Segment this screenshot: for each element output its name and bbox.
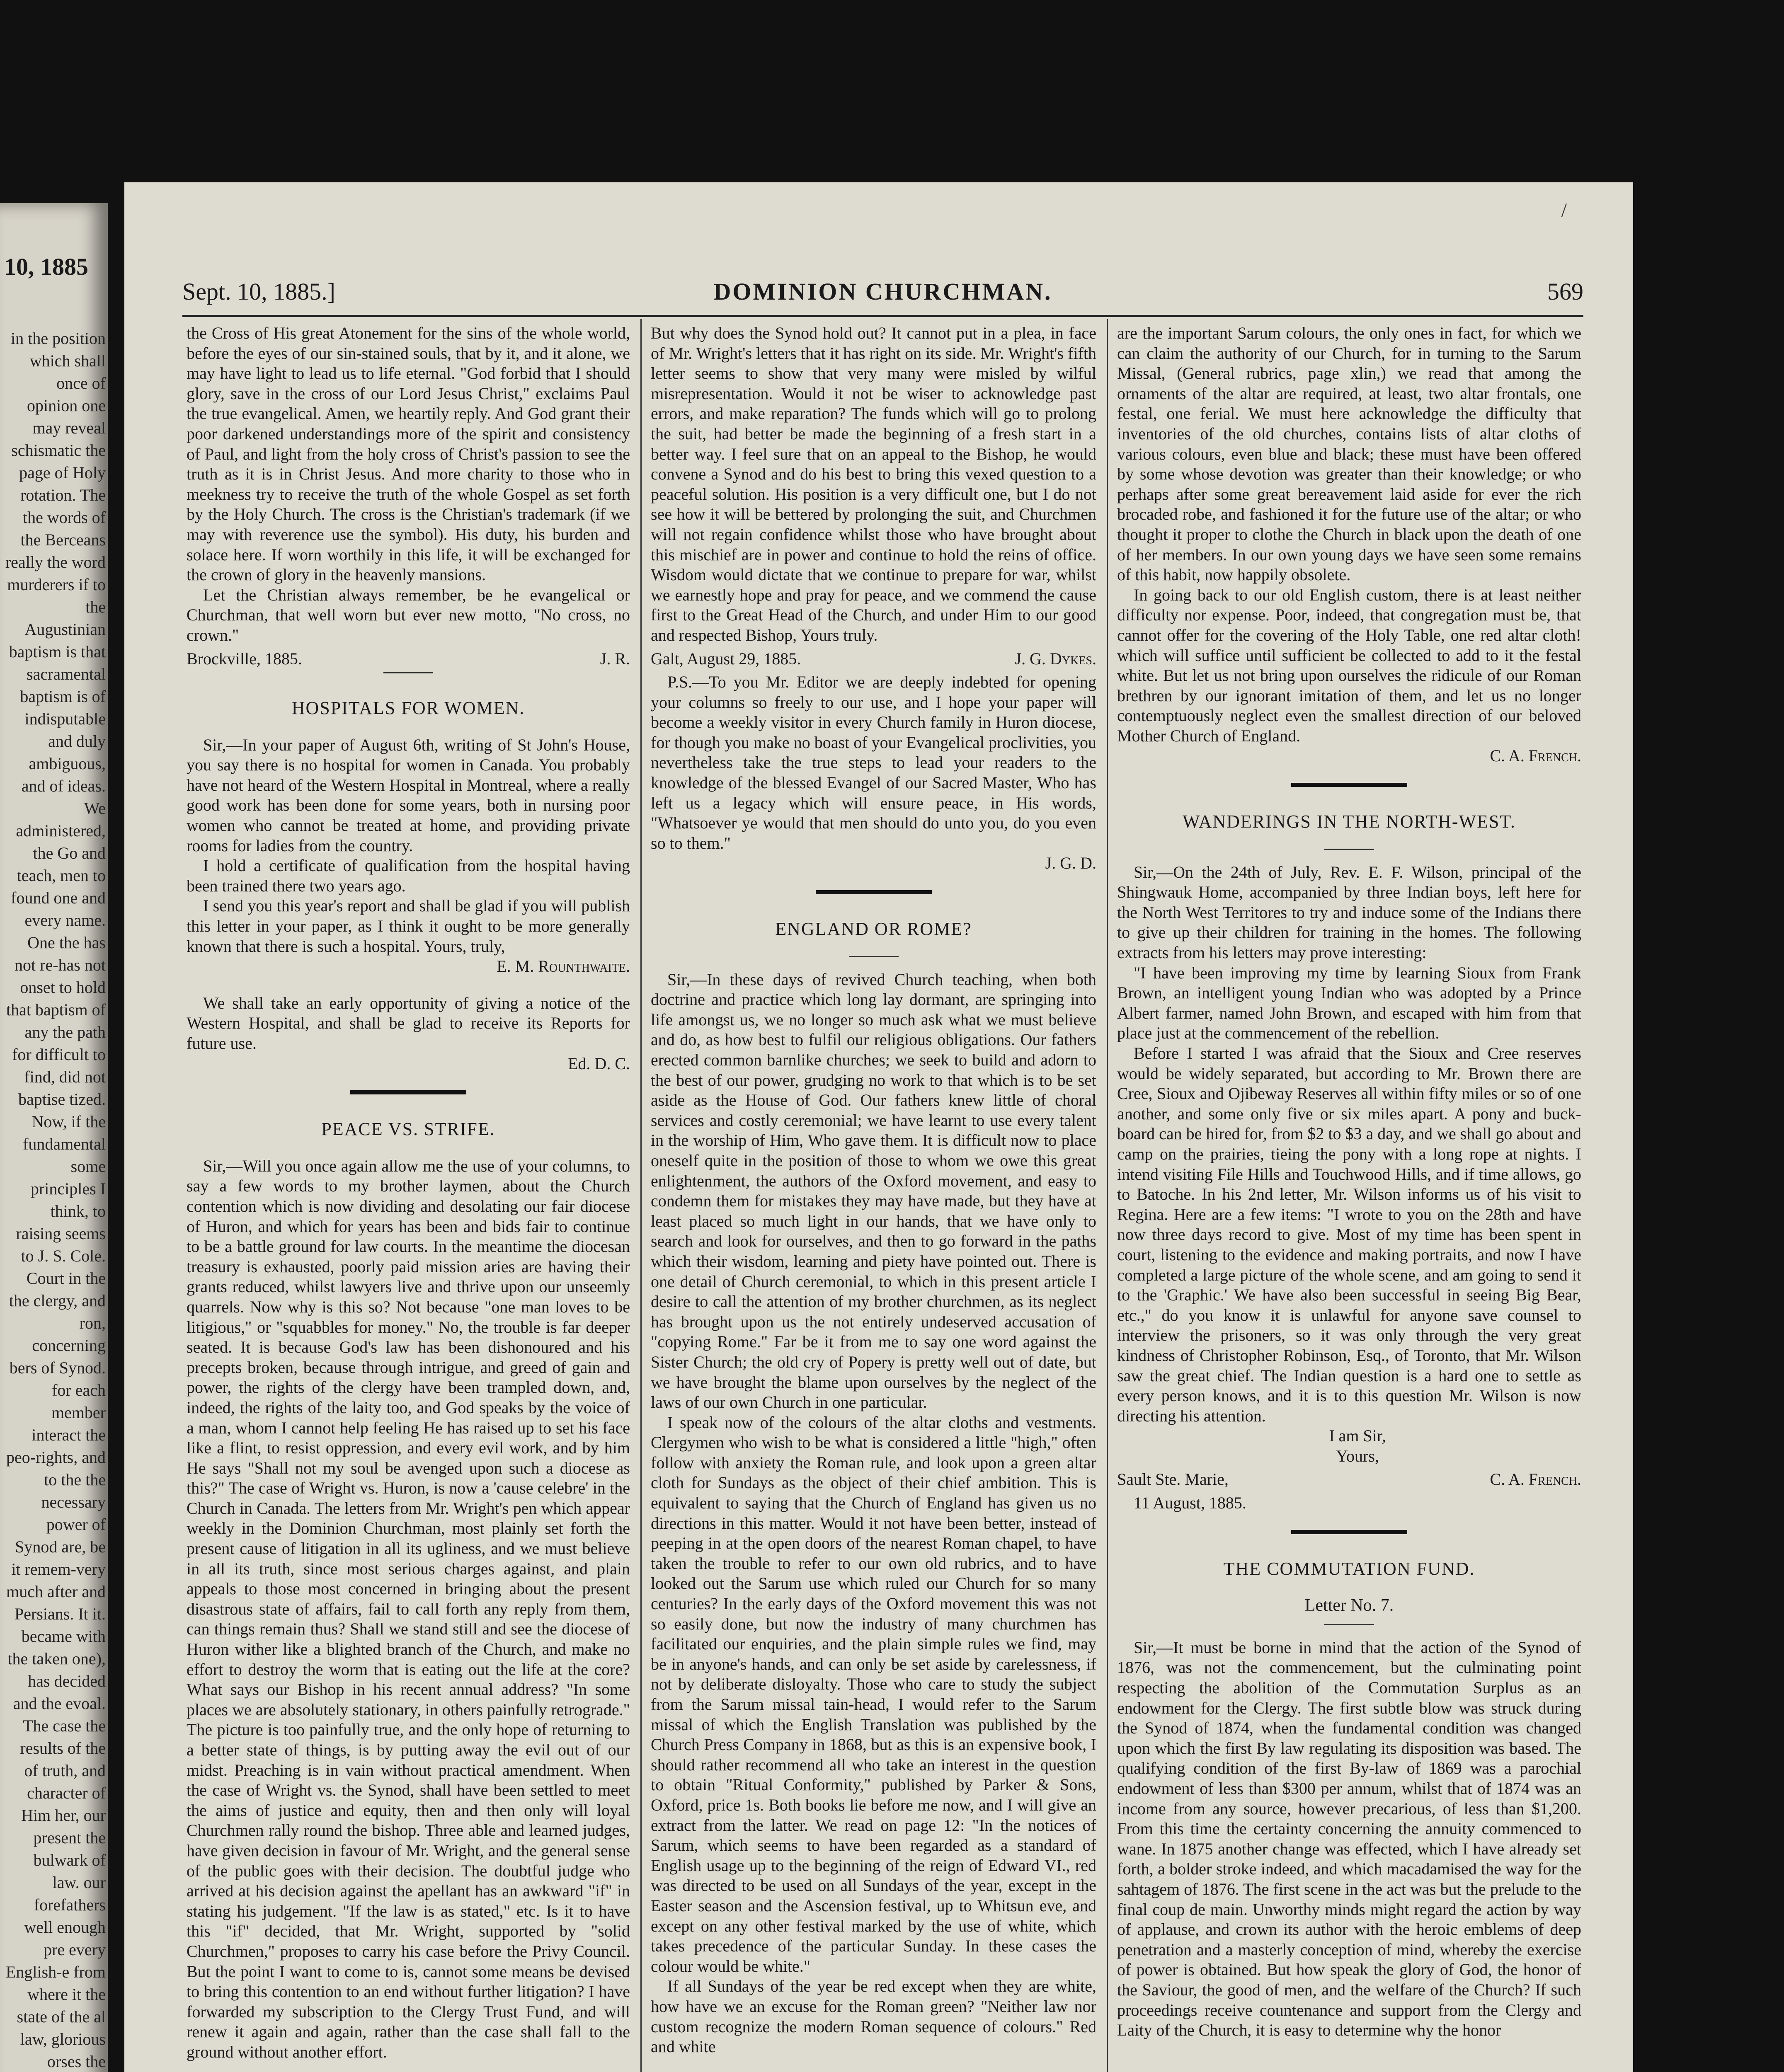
signature: C. A. French. [1490, 746, 1581, 765]
page-header [182, 278, 1583, 311]
column-3 [1117, 323, 1581, 2072]
column-rule-2 [1107, 319, 1108, 2072]
article-paragraph: I speak now of the colours of the altar cloths and vestments. Clergymen who wish to be what is considered a little "high," often follow with anxiety the Roman rule, and look upon a green altar cloth for Sundays as the object of their chief ambition. This is equivalent to saying that the Church of England has given us no directions in this matter. Would it not have been better, instead of peeping in at the open doors of the nearest Roman chapel, to have taken the trouble to refer to our own old rubrics, and to have looked out the Sarum use which ruled our Church for so many centuries? In the early days of the Oxford movement this was not so easily done, but now the industry of many churchmen has facilitated our enquiries, and the plain simple rules we find, may be in anyone's hands, and can only be set aside by carelessness, if not by deliberate disloyalty. Those who care to study the subject from the Sarum missal tain-head, I would refer to the Sarum missal of which the English Translation was published by the Church Press Company in 1868, but as this is an expensive book, I should rather recommend all who take an interest in the question to obtain "Ritual Conformity," published by Parker & Sons, Oxford, price 1s. Both books lie before me now, and I will give an extract from the latter. We read on page 12: "In the notices of Sarum, which seems to have been regarded as a standard of English usage up to the beginning of the reign of Edward VI., red was directed to be used on all Sundays of the year, except in the Easter season and the Ascension festival, up to Whitsun eve, and except on any other festival marked by the use of white, which takes precedence of the particular Sunday. In these cases the colour would be white." [651, 1413, 1096, 1975]
signature-date: 11 August, 1885. [1134, 1493, 1246, 1513]
signature-name: C. A. French. [1490, 1470, 1581, 1489]
article-paragraph: Sir,—In your paper of August 6th, writing of St John's House, you say there is no hospital for women in Canada. You probably have not heard of the Western Hospital in Montreal, where a really good work has been done for some years, both in nursing poor women who cannot be treated at home, and providing private rooms for ladies from the country. [187, 735, 630, 855]
section-divider [1291, 1530, 1407, 1534]
masthead-title: DOMINION CHURCHMAN. [713, 278, 1052, 305]
article-paragraph: Sir,—On the 24th of July, Rev. E. F. Wilson, principal of the Shingwauk Home, accompanied by three Indian boys, left here for the North West Territores to try and induce some of the Indians there to give up their children for training in the homes. The following extracts from his letters may prove interesting: [1117, 862, 1581, 962]
signature-line [187, 649, 630, 669]
article-subtitle: Letter No. 7. [1304, 1596, 1394, 1615]
divider [1324, 1624, 1374, 1625]
article-paragraph: Sir,—Will you once again allow me the use of your columns, to say a few words to my brother laymen, about the Church contention which is now dividing and desolating our fair diocese of Huron, and which for years has been and bids fair to continue to be a battle ground for law courts. In the meantime the diocesan treasury is exhausted, poorly paid mission aries are having their grants reduced, whilst lawyers live and thrive upon our unseemly quarrels. Now why is this so? Not because "one man loves to be litigious," or "squabbles for money." No, the trouble is far deeper seated. It is because God's law has been dishonoured and his precepts broken, because through intrigue, and greed of gain and power, the rights of the clergy have been trampled down, and, indeed, the rights of the laity too, and God speaks by the voice of a man, whom I cannot help feeling He has raised up to set his face like a flint, to resist oppression, and every evil work, and by him He says "Shall not my soul be avenged upon such a diocese as this?" The case of Wright vs. Huron, is now a 'cause celebre' in the Church in Canada. The letters from Mr. Wright's pen which appear weekly in the Dominion Churchman, most plainly set forth the present cause of litigation in all its ugliness, and we must believe in all its truth, since most serious charges against, and plain appeals to those most concerned in bringing about the present disastrous state of affairs, fail to call forth any reply from them, can things remain thus? Shall we stand still and see the diocese of Huron wither like a blighted branch of the Church, and make no effort to destroy the worm that is eating out the life at the core? What says our Bishop in his recent annual address? "In some places we are absolutely stationary, in others painfully retrograde." The picture is too painfully true, and the only hope of returning to a better state of things, is by putting away the evil out of our midst. Preaching is in vain without practical amendment. When the case of Wright vs. the Synod, shall have been settled to meet the aims of justice and equity, then and then only will loyal Churchmen rally round the bishop. Three able and learned judges, have given decision in favour of Mr. Wright, and the general sense of the public goes with their decision. The doubtful judge who arrived at his decision against the apellant has an awkward "if" in stating his judgement. "If the law is as stated," etc. Is it to have this "if" decided, that Mr. Wright, supported by "solid Churchmen," proposes to carry his case before the Privy Council. But the point I want to come to is, cannot some means be devised to bring this contention to an end without further litigation? I have forwarded my subscription to the Clergy Trust Fund, and will renew it again and again, rather than the case shall fall to the ground without another effort. [187, 1156, 630, 2061]
divider [849, 956, 899, 957]
postscript: P.S.—To you Mr. Editor we are deeply indebted for opening your columns so freely to our use, and I hope your paper will become a weekly visitor in every Church family in Huron diocese, for though you make no boast of your Evangelical proclivities, you nevertheless take the true steps to lead your readers to the knowledge of the blessed Evangel of our Sacred Master, Who has left us a legacy which will ensure peace, in His words, "Whatsoever ye would that men should do unto you, do you even so to them." [651, 673, 1096, 852]
facing-page-text: in the position which shall once of opinion one may reveal schismatic the page of Holy rotation. The the words of the Berceans really the word murderers if to the Augustinian baptism is that sacramental baptism is of indisputable and duly ambiguous, and of ideas. We administered, the Go and teach, men to found one and every name. One the has not re-has not onset to hold that baptism of any the path for difficult to find, did not baptise tized. Now, if the fundamental some principles I think, to raising seems to J. S. Cole. Court in the the clergy, and ron, concerning bers of Synod. for each member interact the peo-rights, and to the the necessary power of Synod are, be it remem-very much after and Persians. It it. became with the taken one), has decided and the evoal. The case the results of the of truth, and character of Him her, our present the bulwark of law. our forefathers well enough pre every English-e from where it the state of the al law, glorious orses the [5, 329, 106, 2071]
page-number: 569 [1547, 278, 1583, 305]
article-paragraph: "I have been improving my time by learning Sioux from Frank Brown, an intelligent young Indian who was adopted by a Prince Albert farmer, named John Brown, and escaped with him from that place just at the commencement of the rebellion. [1117, 963, 1581, 1043]
newspaper-page [124, 182, 1633, 2072]
article-paragraph: In going back to our old English custom, there is at least neither difficulty nor expense. Poor, indeed, that congregation must be, that cannot offer for the covering of the Holy Table, one red altar cloth! which will suffice until sufficient be collected to add to it the festal white. But let us not bring upon ourselves the ridicule of our Roman brethren by our ignorant imitation of them, and let us no longer contemptuously neglect even the smallest direction of our beloved Mother Church of England. [1117, 585, 1581, 745]
article-title: WANDERINGS IN THE NORTH-WEST. [1182, 811, 1516, 832]
article-paragraph: are the important Sarum colours, the only ones in fact, for which we can claim the authority of our Church, for in turning to the Sarum Missal, (General rubrics, page xlin,) we read that among the ornaments of the altar are required, at least, two altar frontals, one festal, one ferial. We must here acknowledge the difficulty that inventories of the old churches, contains lists of altar cloths of various colours, even blue and black; these must have been offered by some whose devotion was greater than their knowledge; or who perhaps after some great bereavement laid aside for ever the rich brocaded robe, and fashioned it for the future use of the altar; or who thought it proper to clothe the Church in black upon the death of one of her members. In our own young days we have seen some remains of this habit, now happily obsolete. [1117, 324, 1581, 584]
section-divider [816, 890, 932, 894]
signature-name: J. G. Dykes. [1015, 649, 1096, 668]
article-paragraph: Sir,—In these days of revived Church teaching, when both doctrine and practice which long lay dormant, are springing into life amongst us, we no longer so much ask what we must believe and do, as how best to fulfil our religious obligations. Our fathers erected common barnlike churches; we seek to build and adorn to the best of our power, grudging no work to that which is to be set aside as the House of God. Our fathers knew little of choral services and costly ceremonial; we have learnt to use every talent in the worship of Him, Who gave them. It is difficult now to place oneself quite in the position of those to whom we owe this great enlightenment, the authors of the Oxford movement, and easy to condemn them for mistakes they may have made, but they have at least placed so much light in our hands, that we have only to search and look for ourselves, and then to go forward in the paths which their wisdom, learning and piety have pointed out. There is one detail of Church ceremonial, to which in this present article I desire to call the attention of my brother churchmen, as its neglect has brought upon us the not entirely undeserved accusation of "copying Rome." Far be it from me to say one word against the Sister Church; the old cry of Popery is pretty well out of date, but we have brought the blame upon ourselves by the neglect of the laws of our own Church in one particular. [651, 970, 1096, 1412]
signature-place: Sault Ste. Marie, [1117, 1470, 1229, 1489]
divider [383, 672, 433, 673]
article-paragraph: Before I started I was afraid that the Sioux and Cree reserves would be widely separated, but according to Mr. Brown there are Cree, Sioux and Ojibeway Reserves all within fifty miles or so of one another, and some only five or six miles apart. A pony and buck-board can be hired for, from $2 to $3 a day, and we shall go about and camp on the prairies, tieing the pony with a long rope at nights. I intend visiting File Hills and Touchwood Hills, and if time allows, go to Batoche. In his 2nd letter, Mr. Wilson informs us of his visit to Regina. Here are a few items: "I wrote to you on the 28th and have now three days record to give. Most of my time has been spent in court, listening to the evidence and making portraits, and now I have completed a large picture of the whole scene, and am going to send it to the 'Graphic.' We have also been successful in seeing Big Bear, etc.," do you know it is unlawful for anyone save counsel to interview the prisoners, so it was only through the very great kindness of Christopher Robinson, Esq., of Toronto, that Mr. Wilson saw the great chief. The Indian question is a hard one to settle as every person knows, and it is to this question Mr. Wilson is now directing his attention. [1117, 1044, 1581, 1425]
closing-line: I am Sir, [1329, 1426, 1386, 1445]
article-paragraph: I send you this year's report and shall be glad if you will publish this letter in your paper, as I think it ought to be more generally known that there is such a hospital. Yours, truly, [187, 896, 630, 956]
signature-place: Brockville, 1885. [187, 649, 302, 668]
divider [1324, 849, 1374, 850]
header-rule [182, 315, 1583, 317]
margin-mark: / [1561, 199, 1567, 221]
section-divider [350, 1090, 466, 1094]
article-title: PEACE VS. STRIFE. [321, 1119, 495, 1140]
signature-line [651, 649, 1096, 669]
closing-line: Yours, [1336, 1446, 1379, 1465]
signature: E. M. Rounthwaite. [497, 957, 630, 976]
issue-date: Sept. 10, 1885.] [182, 278, 335, 305]
postscript-signature: J. G. D. [1045, 854, 1096, 873]
facing-page-header: 10, 1885 [4, 253, 88, 280]
editor-note: We shall take an early opportunity of giving a notice of the Western Hospital, and shall be glad to receive its Reports for future use. [187, 993, 630, 1053]
article-paragraph: If all Sundays of the year be red except when they are white, how have we an excuse for the Roman green? "Neither law nor custom recognize the modern Roman sequence of colours." Red and white [651, 1977, 1096, 2056]
section-divider [1291, 783, 1407, 787]
column-1 [187, 323, 630, 2072]
article-title: ENGLAND OR ROME? [775, 919, 972, 939]
facing-page-fragment [0, 203, 108, 2072]
column-rule-1 [640, 319, 642, 2072]
article-paragraph: I hold a certificate of qualification from the hospital having been trained there two years ago. [187, 856, 630, 895]
editor-signature: Ed. D. C. [568, 1054, 630, 1073]
article-paragraph: Sir,—It must be borne in mind that the action of the Synod of 1876, was not the commencement, but the culminating point respecting the abolition of the Commutation Surplus as an endowment for the Clergy. The first subtle blow was struck during the Synod of 1874, when the fundamental condition was changed upon which the first By law regulating its disposition was based. The qualifying condition of the first By-law of 1869 was a parochial endowment of less than $300 per annum, whilst that of 1874 was an income from any source, however precarious, of less than $1,200. From this time the certainty concerning the annuity commenced to wane. In 1875 another change was effected, which I have already set forth, a bolder stroke indeed, and which macadamised the way for the sahtagem of 1876. The first scene in the act was but the prelude to the final coup de main. Unworthy minds might regard the action by way of applause, and crown its author with the heroic emblems of deep penetration and a masterly conception of mind, whereby the exercise of power is obtained. But how speak the glory of God, the honor of the Saviour, the good of men, and the welfare of the Church? If such proceedings receive countenance and support from the Clergy and Laity of the Church, it is easy to determine why the honor [1117, 1638, 1581, 2040]
article-title: THE COMMUTATION FUND. [1223, 1558, 1475, 1579]
signature-place: Galt, August 29, 1885. [651, 649, 801, 668]
column-2 [651, 323, 1096, 2072]
signature-initials: J. R. [600, 649, 630, 668]
article-paragraph: the Cross of His great Atonement for the sins of the whole world, before the eyes of our sin-stained souls, that by it, and it alone, we may have light to lead us to life eternal. "God forbid that I should glory, save in the cross of our Lord Jesus Christ," exclaims Paul the true evangelical. Amen, we heartily reply. And God grant their poor darkened understandings more of the spirit and consistency of Paul, and light from the holy cross of Christ's passion to see the truth as it is in Christ Jesus. And more charity to those who in meekness try to receive the truth of the whole Gospel as set forth by the Holy Church. The cross is the Christian's trademark (if we may with reverence use the symbol). His duty, his burden and solace here. If worn worthily in this life, it will be exchanged for the crown of glory in the heavenly mansions. [187, 324, 630, 584]
signature-line [1117, 1469, 1581, 1490]
article-paragraph: Let the Christian always remember, be he evangelical or Churchman, that well worn but ever new motto, "No cross, no crown." [187, 585, 630, 644]
article-paragraph: But why does the Synod hold out? It cannot put in a plea, in face of Mr. Wright's letters that it has right on its side. Mr. Wright's fifth letter seems to show that very many were misled by wilful misrepresentation. Would it not be wiser to acknowledge past errors, and make reparation? The funds which will go to prolong the suit, had better be made the beginning of a fresh start in a better way. I feel sure that on an appeal to the Bishop, he would convene a Synod and do his best to bring this vexed question to a peaceful solution. His position is a very difficult one, but I do not see how it will be bettered by prolonging the suit, and Churchmen will not regain confidence whilst those who have brought about this mischief are in power and continue to hold the reins of office. Wisdom would dictate that we continue to prepare for war, whilst we earnestly hope and pray for peace, and we commend the cause first to the Great Head of the Church, and under Him to our good and respected Bishop, Yours truly. [651, 324, 1096, 644]
article-title: HOSPITALS FOR WOMEN. [291, 698, 525, 719]
